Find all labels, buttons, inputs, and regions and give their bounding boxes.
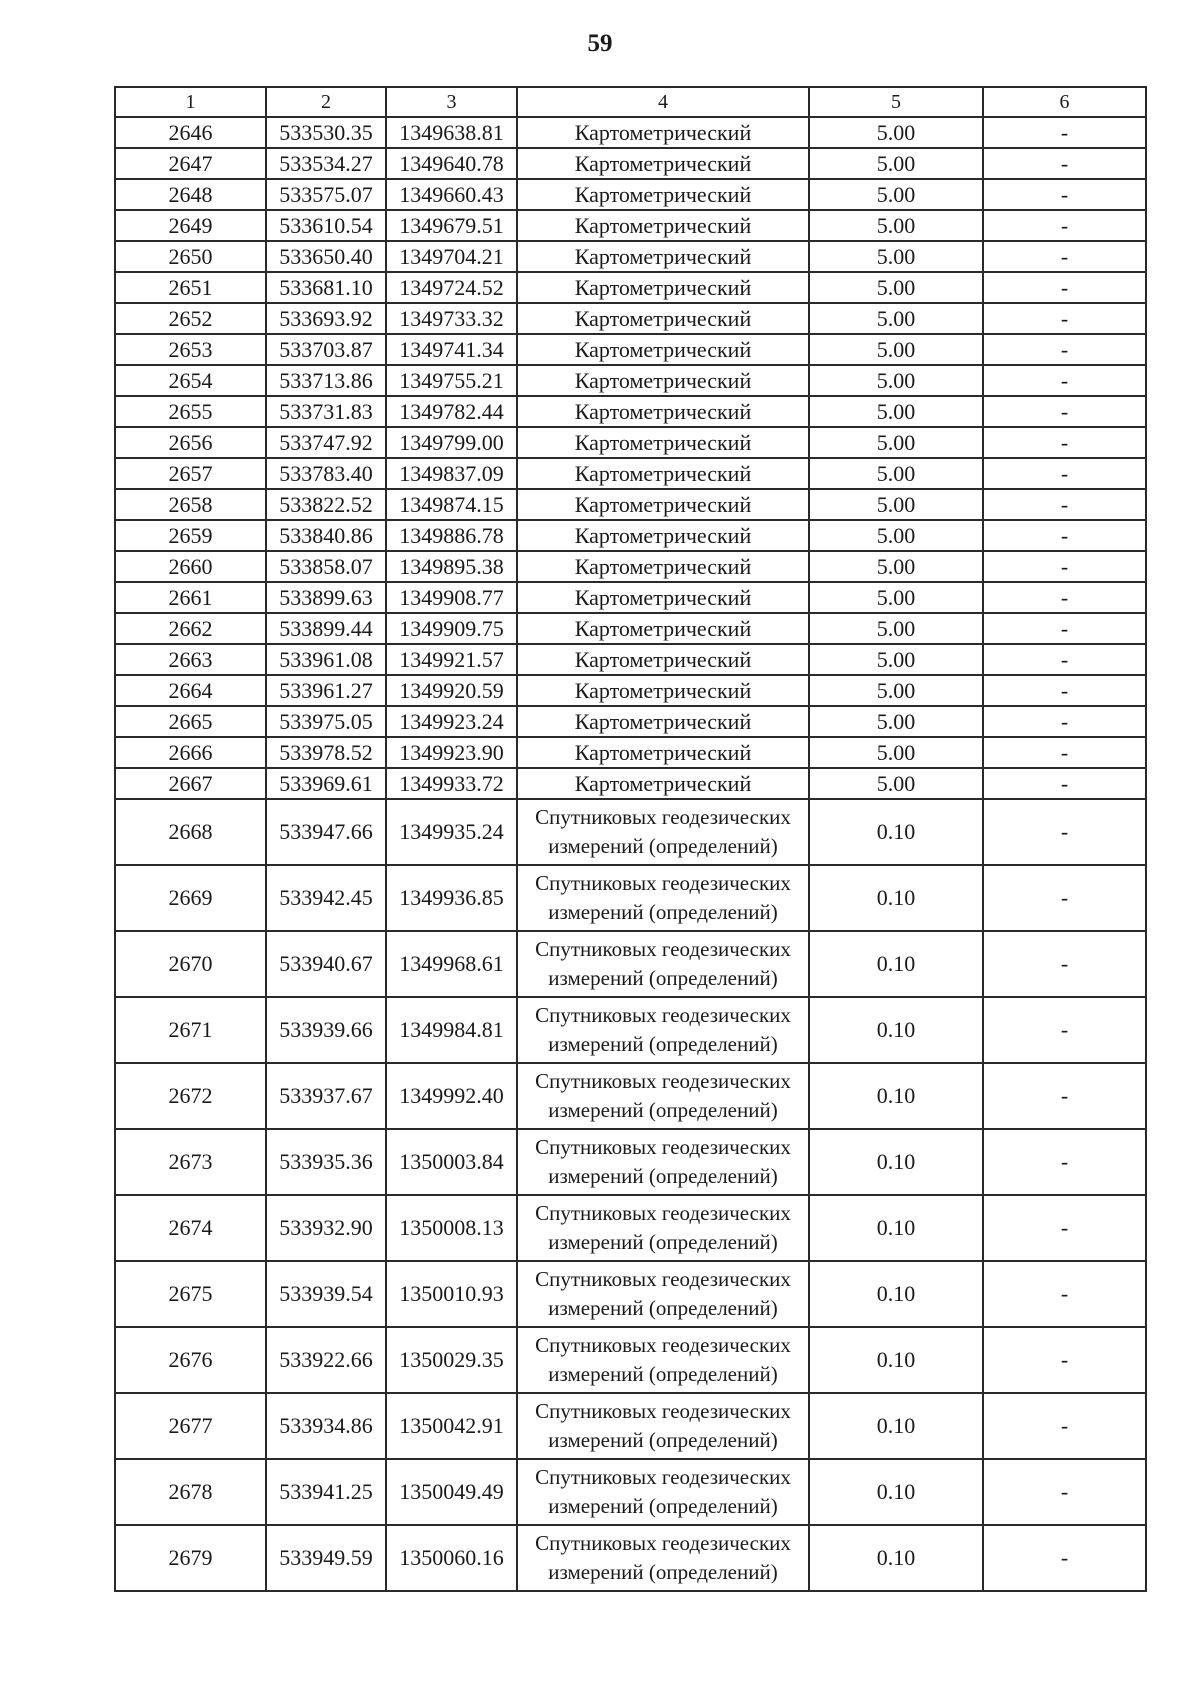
- point-number-cell: 2656: [115, 427, 266, 458]
- x-coordinate-cell: 533858.07: [266, 551, 386, 582]
- description-cell: -: [983, 799, 1146, 865]
- table-row: [115, 613, 1146, 644]
- x-coordinate-cell: 533942.45: [266, 865, 386, 931]
- x-coordinate-cell: 533575.07: [266, 179, 386, 210]
- table-row: [115, 489, 1146, 520]
- accuracy-cell: 5.00: [809, 365, 983, 396]
- y-coordinate-cell: 1350060.16: [386, 1525, 517, 1591]
- point-number-cell: 2652: [115, 303, 266, 334]
- description-cell: -: [983, 241, 1146, 272]
- table-row: [115, 582, 1146, 613]
- x-coordinate-cell: 533932.90: [266, 1195, 386, 1261]
- table-row: [115, 396, 1146, 427]
- accuracy-cell: 5.00: [809, 768, 983, 799]
- x-coordinate-cell: 533934.86: [266, 1393, 386, 1459]
- description-cell: -: [983, 1525, 1146, 1591]
- y-coordinate-cell: 1350008.13: [386, 1195, 517, 1261]
- y-coordinate-cell: 1350003.84: [386, 1129, 517, 1195]
- method-cell: Картометрический: [517, 148, 809, 179]
- point-number-cell: 2674: [115, 1195, 266, 1261]
- table-row: [115, 1063, 1146, 1129]
- accuracy-cell: 0.10: [809, 1261, 983, 1327]
- x-coordinate-cell: 533650.40: [266, 241, 386, 272]
- method-cell: Спутниковых геодезических измерений (определений): [517, 799, 809, 865]
- description-cell: -: [983, 179, 1146, 210]
- description-cell: -: [983, 520, 1146, 551]
- accuracy-cell: 0.10: [809, 997, 983, 1063]
- x-coordinate-cell: 533949.59: [266, 1525, 386, 1591]
- accuracy-cell: 5.00: [809, 272, 983, 303]
- x-coordinate-cell: 533703.87: [266, 334, 386, 365]
- accuracy-cell: 0.10: [809, 799, 983, 865]
- description-cell: -: [983, 1327, 1146, 1393]
- description-cell: -: [983, 1063, 1146, 1129]
- x-coordinate-cell: 533747.92: [266, 427, 386, 458]
- description-cell: -: [983, 365, 1146, 396]
- table-row: [115, 1261, 1146, 1327]
- table-row: [115, 644, 1146, 675]
- method-cell: Спутниковых геодезических измерений (определений): [517, 1459, 809, 1525]
- description-cell: -: [983, 675, 1146, 706]
- point-number-cell: 2666: [115, 737, 266, 768]
- table-row: [115, 706, 1146, 737]
- method-cell: Спутниковых геодезических измерений (определений): [517, 931, 809, 997]
- table-row: [115, 303, 1146, 334]
- method-cell: Картометрический: [517, 520, 809, 551]
- method-cell: Картометрический: [517, 551, 809, 582]
- method-cell: Картометрический: [517, 179, 809, 210]
- description-cell: -: [983, 613, 1146, 644]
- table-row: [115, 365, 1146, 396]
- x-coordinate-cell: 533947.66: [266, 799, 386, 865]
- column-header-5: 5: [809, 87, 983, 117]
- table-row: [115, 931, 1146, 997]
- column-header-1: 1: [115, 87, 266, 117]
- y-coordinate-cell: 1349933.72: [386, 768, 517, 799]
- table-row: [115, 272, 1146, 303]
- table-row: [115, 551, 1146, 582]
- point-number-cell: 2661: [115, 582, 266, 613]
- table-row: [115, 675, 1146, 706]
- y-coordinate-cell: 1349837.09: [386, 458, 517, 489]
- point-number-cell: 2647: [115, 148, 266, 179]
- y-coordinate-cell: 1349992.40: [386, 1063, 517, 1129]
- description-cell: -: [983, 706, 1146, 737]
- table-row: [115, 1327, 1146, 1393]
- x-coordinate-cell: 533534.27: [266, 148, 386, 179]
- x-coordinate-cell: 533693.92: [266, 303, 386, 334]
- y-coordinate-cell: 1349923.90: [386, 737, 517, 768]
- x-coordinate-cell: 533822.52: [266, 489, 386, 520]
- method-cell: Спутниковых геодезических измерений (определений): [517, 1129, 809, 1195]
- point-number-cell: 2665: [115, 706, 266, 737]
- method-cell: Картометрический: [517, 365, 809, 396]
- point-number-cell: 2658: [115, 489, 266, 520]
- accuracy-cell: 5.00: [809, 427, 983, 458]
- method-cell: Картометрический: [517, 737, 809, 768]
- y-coordinate-cell: 1349908.77: [386, 582, 517, 613]
- y-coordinate-cell: 1350029.35: [386, 1327, 517, 1393]
- accuracy-cell: 0.10: [809, 1327, 983, 1393]
- method-cell: Картометрический: [517, 768, 809, 799]
- point-number-cell: 2648: [115, 179, 266, 210]
- method-cell: Картометрический: [517, 582, 809, 613]
- table-row: [115, 865, 1146, 931]
- point-number-cell: 2650: [115, 241, 266, 272]
- description-cell: -: [983, 303, 1146, 334]
- method-cell: Картометрический: [517, 489, 809, 520]
- y-coordinate-cell: 1349741.34: [386, 334, 517, 365]
- accuracy-cell: 5.00: [809, 644, 983, 675]
- point-number-cell: 2660: [115, 551, 266, 582]
- description-cell: -: [983, 148, 1146, 179]
- method-cell: Картометрический: [517, 210, 809, 241]
- column-header-3: 3: [386, 87, 517, 117]
- y-coordinate-cell: 1350049.49: [386, 1459, 517, 1525]
- x-coordinate-cell: 533681.10: [266, 272, 386, 303]
- method-cell: Спутниковых геодезических измерений (определений): [517, 1525, 809, 1591]
- y-coordinate-cell: 1349640.78: [386, 148, 517, 179]
- method-cell: Картометрический: [517, 272, 809, 303]
- method-cell: Спутниковых геодезических измерений (определений): [517, 1261, 809, 1327]
- point-number-cell: 2673: [115, 1129, 266, 1195]
- accuracy-cell: 5.00: [809, 396, 983, 427]
- accuracy-cell: 5.00: [809, 706, 983, 737]
- description-cell: -: [983, 210, 1146, 241]
- page-number: 59: [587, 30, 613, 57]
- y-coordinate-cell: 1350042.91: [386, 1393, 517, 1459]
- method-cell: Картометрический: [517, 706, 809, 737]
- method-cell: Картометрический: [517, 303, 809, 334]
- point-number-cell: 2672: [115, 1063, 266, 1129]
- accuracy-cell: 0.10: [809, 931, 983, 997]
- table-row: [115, 768, 1146, 799]
- accuracy-cell: 0.10: [809, 1393, 983, 1459]
- y-coordinate-cell: 1349984.81: [386, 997, 517, 1063]
- table-row: [115, 427, 1146, 458]
- method-cell: Спутниковых геодезических измерений (определений): [517, 1393, 809, 1459]
- x-coordinate-cell: 533783.40: [266, 458, 386, 489]
- y-coordinate-cell: 1350010.93: [386, 1261, 517, 1327]
- x-coordinate-cell: 533731.83: [266, 396, 386, 427]
- accuracy-cell: 5.00: [809, 334, 983, 365]
- table-row: [115, 1459, 1146, 1525]
- method-cell: Спутниковых геодезических измерений (определений): [517, 1195, 809, 1261]
- x-coordinate-cell: 533975.05: [266, 706, 386, 737]
- accuracy-cell: 5.00: [809, 303, 983, 334]
- y-coordinate-cell: 1349886.78: [386, 520, 517, 551]
- column-header-6: 6: [983, 87, 1146, 117]
- y-coordinate-cell: 1349755.21: [386, 365, 517, 396]
- method-cell: Спутниковых геодезических измерений (определений): [517, 865, 809, 931]
- point-number-cell: 2662: [115, 613, 266, 644]
- x-coordinate-cell: 533899.44: [266, 613, 386, 644]
- point-number-cell: 2675: [115, 1261, 266, 1327]
- y-coordinate-cell: 1349704.21: [386, 241, 517, 272]
- accuracy-cell: 5.00: [809, 148, 983, 179]
- table-header-row: [115, 87, 1146, 117]
- method-cell: Спутниковых геодезических измерений (определений): [517, 1063, 809, 1129]
- y-coordinate-cell: 1349724.52: [386, 272, 517, 303]
- x-coordinate-cell: 533940.67: [266, 931, 386, 997]
- accuracy-cell: 5.00: [809, 582, 983, 613]
- point-number-cell: 2654: [115, 365, 266, 396]
- table-row: [115, 1393, 1146, 1459]
- accuracy-cell: 0.10: [809, 1195, 983, 1261]
- description-cell: -: [983, 334, 1146, 365]
- accuracy-cell: 5.00: [809, 179, 983, 210]
- column-header-4: 4: [517, 87, 809, 117]
- description-cell: -: [983, 997, 1146, 1063]
- description-cell: -: [983, 396, 1146, 427]
- point-number-cell: 2657: [115, 458, 266, 489]
- accuracy-cell: 0.10: [809, 865, 983, 931]
- point-number-cell: 2655: [115, 396, 266, 427]
- description-cell: -: [983, 551, 1146, 582]
- x-coordinate-cell: 533961.27: [266, 675, 386, 706]
- column-header-2: 2: [266, 87, 386, 117]
- description-cell: -: [983, 1261, 1146, 1327]
- description-cell: -: [983, 117, 1146, 148]
- point-number-cell: 2659: [115, 520, 266, 551]
- table-row: [115, 334, 1146, 365]
- table-row: [115, 458, 1146, 489]
- accuracy-cell: 5.00: [809, 613, 983, 644]
- method-cell: Картометрический: [517, 241, 809, 272]
- description-cell: -: [983, 1459, 1146, 1525]
- description-cell: -: [983, 427, 1146, 458]
- point-number-cell: 2679: [115, 1525, 266, 1591]
- description-cell: -: [983, 1195, 1146, 1261]
- y-coordinate-cell: 1349799.00: [386, 427, 517, 458]
- point-number-cell: 2669: [115, 865, 266, 931]
- x-coordinate-cell: 533939.54: [266, 1261, 386, 1327]
- method-cell: Картометрический: [517, 644, 809, 675]
- x-coordinate-cell: 533713.86: [266, 365, 386, 396]
- method-cell: Картометрический: [517, 396, 809, 427]
- y-coordinate-cell: 1349660.43: [386, 179, 517, 210]
- x-coordinate-cell: 533840.86: [266, 520, 386, 551]
- method-cell: Картометрический: [517, 458, 809, 489]
- point-number-cell: 2671: [115, 997, 266, 1063]
- description-cell: -: [983, 644, 1146, 675]
- x-coordinate-cell: 533941.25: [266, 1459, 386, 1525]
- table-row: [115, 117, 1146, 148]
- accuracy-cell: 0.10: [809, 1063, 983, 1129]
- description-cell: -: [983, 737, 1146, 768]
- y-coordinate-cell: 1349921.57: [386, 644, 517, 675]
- x-coordinate-cell: 533899.63: [266, 582, 386, 613]
- accuracy-cell: 5.00: [809, 458, 983, 489]
- accuracy-cell: 5.00: [809, 117, 983, 148]
- coordinates-table: [114, 86, 1147, 1592]
- x-coordinate-cell: 533937.67: [266, 1063, 386, 1129]
- x-coordinate-cell: 533610.54: [266, 210, 386, 241]
- table-row: [115, 148, 1146, 179]
- point-number-cell: 2653: [115, 334, 266, 365]
- point-number-cell: 2664: [115, 675, 266, 706]
- y-coordinate-cell: 1349733.32: [386, 303, 517, 334]
- point-number-cell: 2651: [115, 272, 266, 303]
- description-cell: -: [983, 1393, 1146, 1459]
- y-coordinate-cell: 1349935.24: [386, 799, 517, 865]
- point-number-cell: 2663: [115, 644, 266, 675]
- point-number-cell: 2649: [115, 210, 266, 241]
- table-row: [115, 241, 1146, 272]
- x-coordinate-cell: 533969.61: [266, 768, 386, 799]
- accuracy-cell: 5.00: [809, 520, 983, 551]
- method-cell: Спутниковых геодезических измерений (определений): [517, 997, 809, 1063]
- x-coordinate-cell: 533978.52: [266, 737, 386, 768]
- x-coordinate-cell: 533922.66: [266, 1327, 386, 1393]
- accuracy-cell: 5.00: [809, 675, 983, 706]
- point-number-cell: 2646: [115, 117, 266, 148]
- description-cell: -: [983, 489, 1146, 520]
- y-coordinate-cell: 1349920.59: [386, 675, 517, 706]
- accuracy-cell: 5.00: [809, 489, 983, 520]
- description-cell: -: [983, 582, 1146, 613]
- accuracy-cell: 5.00: [809, 241, 983, 272]
- point-number-cell: 2667: [115, 768, 266, 799]
- point-number-cell: 2670: [115, 931, 266, 997]
- table-row: [115, 1525, 1146, 1591]
- y-coordinate-cell: 1349909.75: [386, 613, 517, 644]
- accuracy-cell: 5.00: [809, 737, 983, 768]
- description-cell: -: [983, 1129, 1146, 1195]
- y-coordinate-cell: 1349895.38: [386, 551, 517, 582]
- x-coordinate-cell: 533939.66: [266, 997, 386, 1063]
- method-cell: Картометрический: [517, 117, 809, 148]
- point-number-cell: 2676: [115, 1327, 266, 1393]
- description-cell: -: [983, 865, 1146, 931]
- method-cell: Картометрический: [517, 613, 809, 644]
- y-coordinate-cell: 1349638.81: [386, 117, 517, 148]
- y-coordinate-cell: 1349936.85: [386, 865, 517, 931]
- accuracy-cell: 0.10: [809, 1459, 983, 1525]
- description-cell: -: [983, 458, 1146, 489]
- table-row: [115, 737, 1146, 768]
- table-row: [115, 179, 1146, 210]
- method-cell: Картометрический: [517, 427, 809, 458]
- accuracy-cell: 0.10: [809, 1129, 983, 1195]
- y-coordinate-cell: 1349874.15: [386, 489, 517, 520]
- x-coordinate-cell: 533935.36: [266, 1129, 386, 1195]
- table-row: [115, 799, 1146, 865]
- table-row: [115, 997, 1146, 1063]
- x-coordinate-cell: 533530.35: [266, 117, 386, 148]
- description-cell: -: [983, 931, 1146, 997]
- accuracy-cell: 5.00: [809, 551, 983, 582]
- y-coordinate-cell: 1349923.24: [386, 706, 517, 737]
- table-body: [115, 87, 1146, 1591]
- method-cell: Картометрический: [517, 675, 809, 706]
- method-cell: Спутниковых геодезических измерений (определений): [517, 1327, 809, 1393]
- y-coordinate-cell: 1349968.61: [386, 931, 517, 997]
- table-row: [115, 520, 1146, 551]
- table-row: [115, 210, 1146, 241]
- y-coordinate-cell: 1349782.44: [386, 396, 517, 427]
- point-number-cell: 2677: [115, 1393, 266, 1459]
- y-coordinate-cell: 1349679.51: [386, 210, 517, 241]
- table-row: [115, 1195, 1146, 1261]
- x-coordinate-cell: 533961.08: [266, 644, 386, 675]
- description-cell: -: [983, 272, 1146, 303]
- table-row: [115, 1129, 1146, 1195]
- accuracy-cell: 0.10: [809, 1525, 983, 1591]
- point-number-cell: 2678: [115, 1459, 266, 1525]
- method-cell: Картометрический: [517, 334, 809, 365]
- description-cell: -: [983, 768, 1146, 799]
- point-number-cell: 2668: [115, 799, 266, 865]
- accuracy-cell: 5.00: [809, 210, 983, 241]
